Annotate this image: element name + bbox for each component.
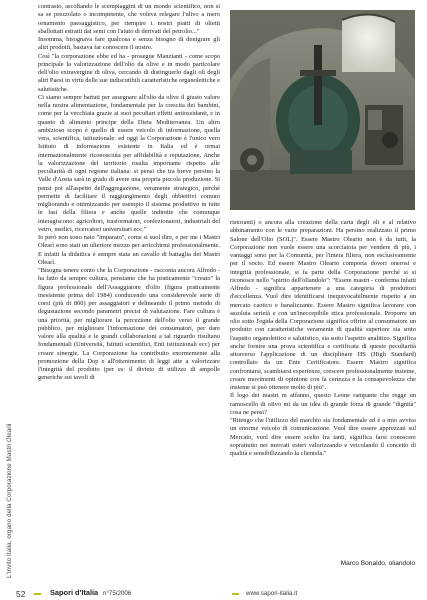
olive-press-illustration xyxy=(230,10,415,210)
olive-press-photo xyxy=(230,10,415,210)
paragraph: "Bisogna tenere conto che la Corporazione - racconta ancora Alfredo - ha fatto da sempre cultura, pensiamo che ha praticamente "creato" la figura professionale dell'Assaggiatore d'olio (figura praticamente inesistente prima del 1984) conducendo una considerevole serie di corsi (più di 800) per assaggiatori e delineando il primo metodo di degustazione secondo parametri precisi di valutazione. Fare cultura è una priorità, per migliorare la percezione dell'olio verso il grande pubblico, per migliorare l'informazione dei consumatori, per dare valore alla qualità e le grandi collaborazioni a tal riguardo risultano fondamentali (Università, Istituti scientifici, Enti istituzionali ecc) per creare sinergie. La Corporazione ha contribuito enormemente alla promozione della Dop e all'ottenimento di leggi atte a valorizzare l'integrità del prodotto (per es: il divieto di utilizzo di ampolle generiche sui tavoli di xyxy=(38,267,220,382)
page-footer xyxy=(0,588,427,600)
article-column-right xyxy=(230,219,416,458)
magazine-title: Sapori d'Italia xyxy=(50,588,99,597)
website-url: www.sapori-italia.it xyxy=(246,589,298,597)
accent-bar xyxy=(232,593,239,595)
paragraph: Ci siamo sempre battuti per assegnare all'olio da olive il giusto valore nella nostra alimentazione, fondamentale per la crescita dei bambini, come per la vecchiaia grazie ai suoi peculiari effetti antiossidanti, e in quanto di alimento principe della Dieta Mediterranea. Un altro ambizioso scopo è quello di essere veicolo di informazione, quella vera, scientifica, istituzionale: ed oggi la Corporazione è l'unico vero Istituto di informazione esistente in Italia ed è ormai internazionalmente riconosciuta per affidabilità e reputazione. Anche la valorizzazione del territorio risulta importante rispetto alle peculiarità di ogni regione italiana: si pensi che tra breve persino la Valle d'Aosta sarà in grado di avere una propria piccola produzione. Si pensi poi all'aspetto dell'aggregazione, veramente strategico, perché permette di facilitare il raggiungimento degli obbiettivi comuni migliorando e ottimizzando per esempio il sistema produttivo in tutte le fasi della filiera e anche quelle indirette che comunque interagiscono: agricoltori, trasformatori, confezionatori, industriali del vetro, medici, ricercatori universitari ecc." xyxy=(38,93,220,233)
paragraph: Il logo dei mastri m affanno, questo Leone rampante che regge un ramoscello di olivo mi da un idea di grande forza di grande "dignità" cosa ne pensi? xyxy=(230,392,416,416)
issue-number: n°75/2006 xyxy=(103,589,132,597)
paragraph: Così "la corporazione ebbe ed ha - prosegue Manzianti - come scopo principale la valorizzazione dell'olio da olive e in modo particolare dell'olio extravergine di oliva, cercando di distinguerlo dagli oli degli altri Paesi in virtù delle sue indiscutibili caratteristiche organolettiche e salutistiche. xyxy=(38,52,220,93)
vertical-credit: L'Invito Italia, organo della Corporazione Mastri Olearii xyxy=(6,423,13,578)
side-margin xyxy=(0,0,30,600)
article-column-left xyxy=(38,3,220,383)
paragraph: Insomma, bisognava fare qualcosa e senza bisogno di denigrare gli altri prodotti, bastava far conoscere il nostro. xyxy=(38,36,220,52)
paragraph: Io però non sono nato "imparato", come si suol dire, e per me i Mastri Olearì sono stati un ulteriore mezzo per arricchirmi professionalmente. E infatti la didattica è sempre stata un cavallo di battaglia dei Mastri Olearì. xyxy=(38,234,220,266)
accent-bar xyxy=(34,593,41,595)
paragraph: ristoranti) o ancora alla creazione della carta degli oli e al relativo abbinamento con le varie preparazioni. Ha persino realizzato il primo Salone dell'Olio (SOL)". Essere Mastro Oleario non è da tutti, la Corporazione non vuole essere una scorciatoia per vendere di più, i vantaggi sono per la Comunità, per l'intera filiera, non esclusivamente per il socio. Ed essere Mastro Oleario comporta doveri onerosi e integrità professionale, si fa parte della Corporazione perché si si riconosce nello "spirito dell'oliandolo": "Essere mastri - conferma infatti Alfredo - significa appartenere a una categoria di produttori d'eccellenza. Vuol dire identificarsi inequivocabilmente rispetto a un mercato caotico e banalizzante. Essere Mastro significa lavorare con assoluta serietà e con un'ineccepibile etica professionale. Proporre un olio sotto l'egida della Corporazione significa offrire al consumatore un prodotto con caratteristiche veramente di qualità superiore sia sotto l'aspetto organolettico e salutistico, sia sotto l'aspetto analitico. Significa anche fornire una prova scientifica e certificata di queste peculiarità attraverso l'applicazione di un disciplinare HS (High Standard) controllato da un Ente Certificatore. Essere Mastro significa confrontarsi, scambiarsi esperienze, crescere professionalmente insieme, creare movimenti di opinione con la certezza e la consapevolezza che insieme si può ottenere molto di più". xyxy=(230,219,416,391)
paragraph: contrasto, ascoltando le scempiaggini di un mondo scientifico, non si sa se prezzolato o incompetente, che voleva relegare l'ulivo a mero ornamento paesaggistico, per riempire i nostri piatti di olietti sballottati estratti dai semi con l'aiuto di derivati del petrolio..." xyxy=(38,3,220,35)
paragraph: "Ritengo che l'utilizzo del marchio sia fondamentale ed è a mio avviso un enorme veicolo di comunicazione. Vuol dire essere apprezzati sul Mercato, vuol dire essere scelto fra tanti, significa farsi conoscere soprattutto nei mercati esteri valorizzando e veicolando il concetto di qualità e sensibilizzando la clientela." xyxy=(230,417,416,457)
page-number: 52 xyxy=(16,589,26,599)
author-signature: Marco Bonaldo, oliandolo xyxy=(340,560,415,567)
